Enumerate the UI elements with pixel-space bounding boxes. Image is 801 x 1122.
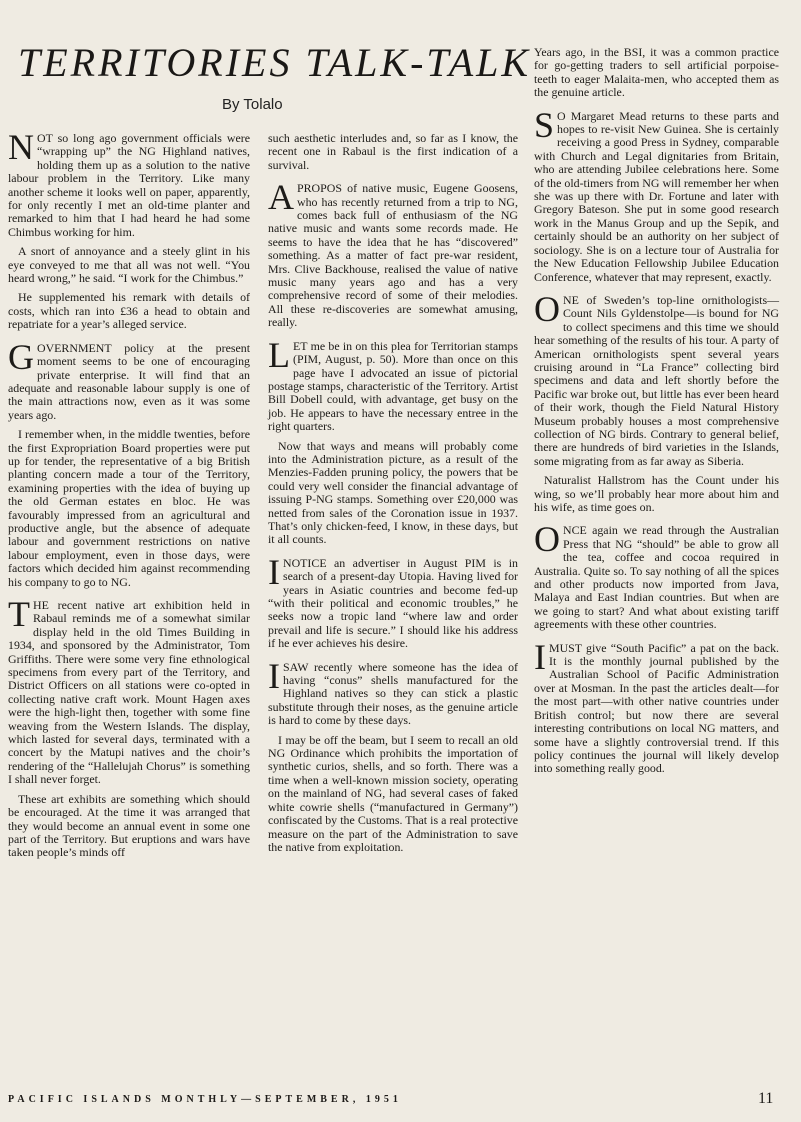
drop-cap: A — [268, 177, 294, 218]
drop-cap: O — [534, 288, 560, 329]
paragraph-text: HE recent native art exhibition held in Rabaul reminds me of a somewhat similar display held in the old Times Building in 1934, and sponsored by the Administrator, Tom Griffiths. There were some very fine ethnological specimens from every part of the Territory, and District Officers on all stations were co-opted in collecting native craft work. Mount Hagen axes were the high-light then, together with some fine weaving from the Western Islands. The display, which lasted for several days, terminated with a concert by the Matupi natives and the choir’s rendering of the “Hallelujah Chorus” is something I shall never forget. — [8, 598, 250, 787]
column-1 — [8, 127, 250, 866]
paragraph — [268, 734, 518, 855]
paragraph — [8, 336, 250, 422]
paragraph-text: These art exhibits are something which should be encouraged. At the time it was arranged that they would become an annual event in some one part of the Territory. But eruptions and wars have taken people’s minds off — [8, 791, 250, 860]
paragraph — [534, 104, 780, 284]
page-number: 11 — [758, 1090, 774, 1107]
article-title: TERRITORIES TALK-TALK — [18, 40, 532, 85]
paragraph — [268, 177, 518, 330]
paragraph-text: I remember when, in the middle twenties, before the first Expropriation Board properties were put up for tender, the representative of a big British planting concern made a tour of the Territory, examining properties with the idea of buying up the old German estates en bloc. He was favourably impressed from an agricultural and productive angle, but the absence of adequate labour and government restrictions on native labour employment, even in those days, were factors which decided him against recommending his company to go to NG. — [8, 427, 250, 589]
paragraph-text: such aesthetic interludes and, so far as I know, the recent one in Rabaul is the first indication of a survival. — [268, 131, 518, 172]
paragraph-text: Years ago, in the BSI, it was a common practice for go-getting traders to sell artificial porpoise-teeth to eager Malaita-men, who accepted them as the genuine article. — [534, 45, 779, 100]
paragraph-text: NE of Sweden’s top-line ornithologists—Count Nils Gyldenstolpe—is bound for NG to collect specimens and this time we should hear something of the results of his tour. A party of American ornithologists spent several years cruising around in “La France” collecting bird specimens and data and left shortly before the Pacific war broke out, but little has ever been heard of their work, though the Field Natural History Museum probably houses a most comprehensive collection of NG birds. Contrary to general belief, there are hundreds of bird varieties in the Islands, some migrating from as far away as Siberia. — [534, 292, 779, 468]
paragraph — [534, 636, 779, 776]
byline: By Tolalo — [222, 96, 283, 113]
paragraph-text: Naturalist Hallstrom has the Count under his wing, so we’ll probably hear more about him and his wife, as time goes on. — [534, 473, 779, 514]
drop-cap: S — [534, 104, 555, 145]
paragraph — [268, 551, 518, 651]
paragraph-text: NOTICE an advertiser in August PIM is in search of a present-day Utopia. Having lived for years in Asiatic countries and become fed-up “with their political and economic troubles,” he seeks now a tropic land “where law and order prevail and life is secure.” I should like his address if he ever achieves his desire. — [268, 555, 518, 651]
drop-cap: L — [268, 334, 290, 375]
paragraph-text: Now that ways and means will probably come into the Administration picture, as a result of the Menzies-Fadden pruning policy, the powers that be could very well consider the financial advantage of issuing P-NG stamps. Something over £20,000 was netted from sales of the Coronation issue in 1937. That’s only chicken-feed, I know, in these days, but it all counts. — [268, 438, 518, 547]
paragraph-text: O Margaret Mead returns to these parts and hopes to re-visit New Guinea. She is certainly receiving a good Press in Sydney, comparable with Church and Legal dignitaries from Britain, who are attending Jubilee celebrations here. Some of the old-timers from NG will remember her when she was up there with Dr. Fortune and later with Gregory Bateson. She put in some good research work in the Manus Group and up the Sepik, and certainly should be an authority on her subject of sociology. She is on a lecture tour of Australia for the New Education Fellowship Jubilee Education Conference, whatever that may represent, exactly. — [534, 108, 780, 284]
drop-cap: I — [534, 636, 546, 677]
paragraph — [8, 245, 250, 285]
paragraph — [268, 334, 518, 434]
paragraph-text: A snort of annoyance and a steely glint in his eye conveyed to me that all was not well. “You heard wrong,” he said. “I work for the Chimbus.” — [8, 244, 250, 286]
paragraph — [268, 655, 518, 728]
paragraph — [534, 46, 779, 100]
paragraph-text: He supplemented his remark with details of costs, which ran into £36 a head to obtain and repatriate for a year’s alleged service. — [8, 290, 250, 332]
paragraph — [8, 291, 250, 331]
column-2 — [268, 132, 518, 860]
drop-cap: N — [8, 127, 34, 167]
running-footer: PACIFIC ISLANDS MONTHLY—SEPTEMBER, 1951 — [8, 1094, 402, 1105]
paragraph — [8, 127, 250, 239]
paragraph-text: SAW recently where someone has the idea of having “conus” shells manufactured for the Highland natives so they can stick a plastic substitute through their noses, as the genuine article is hard to come by these days. — [268, 659, 518, 728]
paragraph-text: OVERNMENT policy at the present moment seems to be one of encouraging private enterprise. It will find that an adequate and reasonable labour supply is one of the main attractions now, even as it was some years ago. — [8, 340, 250, 422]
paragraph-text: PROPOS of native music, Eugene Goosens, who has recently returned from a trip to NG, comes back full of enthusiasm of the NG native music and wants some records made. He seems to have the idea that he has “discovered” something. As a matter of fact pre-war resident, Mrs. Clive Backhouse, realised the value of native music many years ago and has a very comprehensive record of some of their melodies. All these re-discoveries are somewhat amusing, really. — [268, 181, 518, 330]
drop-cap: I — [268, 551, 280, 592]
paragraph-text: I may be off the beam, but I seem to recall an old NG Ordinance which prohibits the importation of synthetic curios, shells, and so forth. There was a time when a well-known mission society, operating on the mainland of NG, had several cases of faked white cowrie shells (“manufactured in Germany”) confiscated by the Customs. That is a real protective measure on the part of the Administration to save the native from exploitation. — [268, 732, 518, 854]
paragraph-text: NCE again we read through the Australian Press that NG “should” be able to grow all the tea, coffee and cocoa required in Australia. Quite so. To say nothing of all the spices and other products now imported from Java, Malaya and East Indian countries. But when are we going to start? And what about existing tariff agreements with these other countries. — [534, 523, 779, 632]
paragraph-text: MUST give “South Pacific” a pat on the back. It is the monthly journal published by the Australian School of Pacific Administration over at Mosman. In the past the articles dealt—for the most part—with other native countries under British control; but now there are several interesting contributions on local NG matters, and some have a slightly controversial trend. If this policy continues the journal will likely develop into something really good. — [534, 640, 779, 776]
paragraph — [534, 288, 779, 468]
column-3 — [534, 46, 779, 782]
paragraph — [534, 519, 779, 632]
paragraph — [268, 132, 518, 172]
drop-cap: T — [8, 594, 30, 634]
paragraph — [534, 474, 779, 514]
paragraph — [8, 793, 250, 860]
paragraph — [8, 428, 250, 589]
paragraph-text: ET me be in on this plea for Territorian stamps (PIM, August, p. 50). More than once on this page have I advocated an issue of pictorial postage stamps, characteristic of the Territory. Artist Bill Dobell could, with advantage, get busy on the job. He appears to have the necessary entree in the right quarters. — [268, 338, 518, 434]
paragraph — [8, 594, 250, 787]
paragraph-text: OT so long ago government officials were “wrapping up” the NG Highland natives, holding them up as a solution to the native labour problem in the Territory. Like many another scheme it looks well on paper, apparently, for only recently I met an old-time planter and remarked to him that I had heard he had some Chimbus working for him. — [8, 131, 250, 239]
drop-cap: I — [268, 655, 280, 696]
paragraph — [268, 440, 518, 547]
drop-cap: G — [8, 336, 34, 377]
drop-cap: O — [534, 519, 560, 560]
